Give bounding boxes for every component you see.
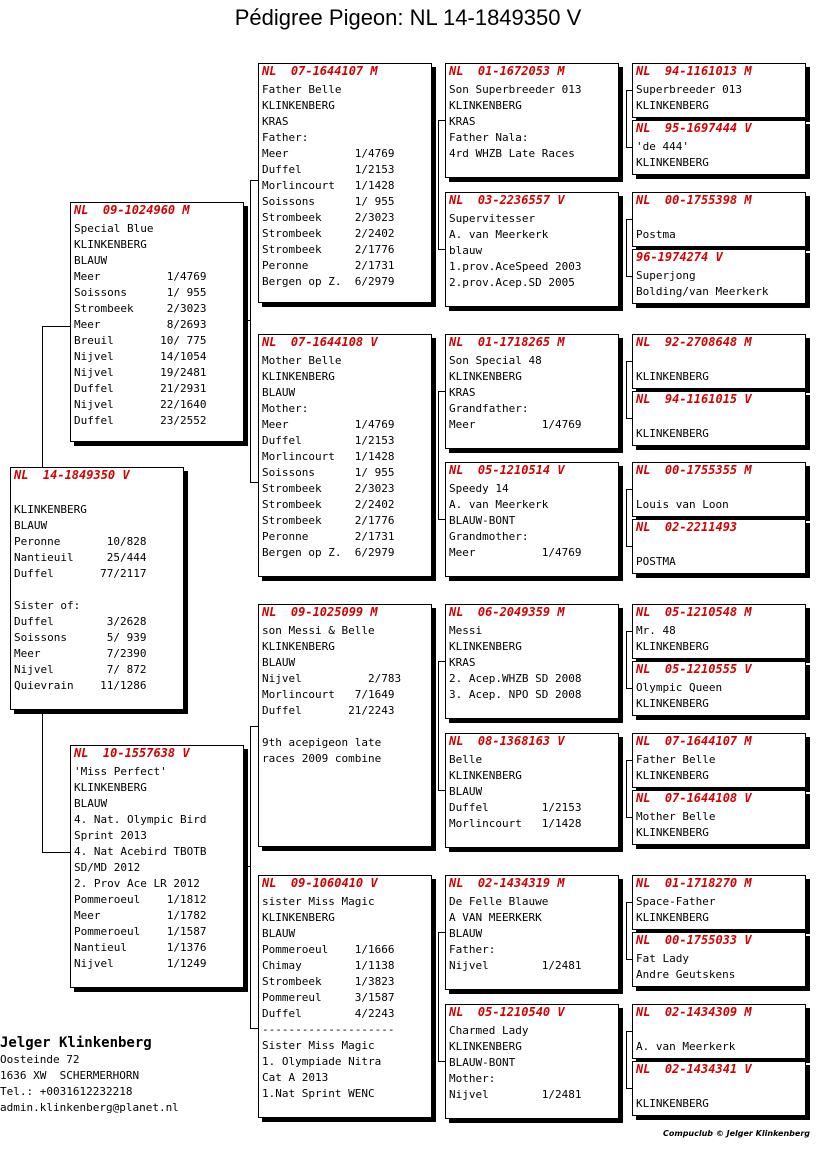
connector-segment — [626, 361, 627, 418]
pigeon-card-g2 — [632, 120, 806, 175]
pigeon-info-line: Mother: — [449, 1072, 496, 1085]
pigeon-info-line: 4rd WHZB Late Races — [449, 147, 575, 160]
pigeon-info-line: KLINKENBERG — [636, 99, 709, 112]
pigeon-info-line: Meer 1/4769 — [449, 418, 582, 431]
connector-segment — [438, 519, 445, 520]
ring-number: NL 05-1210540 V — [449, 1005, 565, 1019]
pigeon-info-line: Nijvel 19/2481 — [74, 366, 207, 379]
pigeon-info-line: Father: — [449, 943, 496, 956]
pigeon-info-line: KRAS — [449, 656, 476, 669]
connector-segment — [626, 90, 627, 147]
ring-number: NL 05-1210555 V — [636, 662, 752, 676]
pigeon-info-line: Strombeek 1/3823 — [262, 975, 395, 988]
pigeon-info-line: Strombeek 2/3023 — [262, 482, 395, 495]
pigeon-card-g5 — [632, 334, 806, 389]
ring-number: NL 00-1755398 M — [636, 193, 752, 207]
pigeon-info-line: BLAUW — [449, 785, 483, 798]
pigeon-info-line: Messi — [449, 624, 483, 637]
pigeon-info-line: Duffel 1/2153 — [262, 163, 395, 176]
pigeon-info-line: Belle — [449, 753, 483, 766]
pigeon-info-line: 4. Nat. Olympic Bird — [74, 813, 207, 826]
pigeon-info-line: KLINKENBERG — [636, 640, 709, 653]
pigeon-info-line: Fat Lady — [636, 952, 689, 965]
pigeon-info-line: KLINKENBERG — [74, 238, 147, 251]
pigeon-info-line: 2. Prov Ace LR 2012 — [74, 877, 200, 890]
pigeon-info-line: Meer 1/4769 — [262, 418, 395, 431]
pigeon-info-line: KLINKENBERG — [636, 826, 709, 839]
pigeon-info-line: son Messi & Belle — [262, 624, 375, 637]
pigeon-info-line: Morlincourt 1/1428 — [262, 179, 395, 192]
pigeon-info-line: Meer 1/4769 — [262, 147, 395, 160]
pigeon-info-line: Bergen op Z. 6/2979 — [262, 546, 395, 559]
pigeon-info-line: Morlincourt 7/1649 — [262, 688, 395, 701]
pigeon-info-line: Sprint 2013 — [74, 829, 147, 842]
pigeon-info-line: KLINKENBERG — [74, 781, 147, 794]
ring-number: NL 02-2211493 — [636, 520, 738, 534]
pigeon-info-line: KLINKENBERG — [449, 99, 522, 112]
ring-number: NL 02-1434309 M — [636, 1005, 752, 1019]
ring-number: NL 94-1161015 V — [636, 392, 752, 406]
pigeon-card-ss-sire — [445, 63, 619, 178]
pigeon-card-dd-sire — [445, 875, 619, 990]
owner-block — [0, 1034, 179, 1116]
pigeon-info-line: Strombeek 2/3023 — [262, 211, 395, 224]
ring-number: NL 09-1024960 M — [74, 203, 190, 217]
pigeon-info-line: Duffel 21/2931 — [74, 382, 207, 395]
ring-number: NL 01-1672053 M — [449, 64, 565, 78]
pigeon-card-g8 — [632, 519, 806, 574]
pigeon-info-line: Sister Miss Magic — [262, 1039, 375, 1052]
pigeon-info-line: Peronne 2/1731 — [262, 530, 395, 543]
connector-segment — [244, 866, 250, 867]
pigeon-info-line: Bolding/van Meerkerk — [636, 285, 769, 298]
pigeon-info-line: Morlincourt 1/1428 — [262, 450, 395, 463]
pigeon-info-line: sister Miss Magic — [262, 895, 375, 908]
connector-segment — [250, 726, 251, 1028]
pigeon-info-line — [636, 481, 802, 497]
pigeon-card-dam-dam — [258, 875, 432, 1118]
pigeon-info-line: Strombeek 2/2402 — [262, 227, 395, 240]
pigeon-info-line: Soissons 1/ 955 — [262, 195, 395, 208]
pigeon-info-line: De Felle Blauwe — [449, 895, 549, 908]
pigeon-info-line: Andre Geutskens — [636, 968, 736, 981]
pigeon-info-line: 1.prov.AceSpeed 2003 — [449, 260, 582, 273]
pigeon-card-ss-dam — [445, 192, 619, 307]
ring-number: NL 14-1849350 V — [14, 468, 130, 482]
pigeon-info-line: Mother Belle — [636, 810, 716, 823]
connector-segment — [244, 320, 250, 321]
owner-phone: Tel.: +0031612232218 — [0, 1085, 133, 1098]
pigeon-info-line: 'de 444' — [636, 140, 689, 153]
pigeon-info-line: Strombeek 2/2402 — [262, 498, 395, 511]
connector-segment — [626, 219, 627, 276]
connector-segment — [250, 1028, 258, 1029]
pigeon-info-line: Son Special 48 — [449, 354, 542, 367]
owner-email[interactable]: admin.klinkenberg@planet.nl — [0, 1101, 179, 1114]
pigeon-info-line: KLINKENBERG — [262, 370, 335, 383]
pigeon-info-line: 1.Nat Sprint WENC — [262, 1087, 375, 1100]
pigeon-card-g12 — [632, 790, 806, 845]
pigeon-info-line: blauw — [449, 244, 483, 257]
connector-segment — [626, 489, 627, 546]
pigeon-info-line — [636, 538, 802, 554]
pigeon-info-line: Soissons 1/ 955 — [262, 466, 395, 479]
ring-number: NL 01-1718270 M — [636, 876, 752, 890]
pigeon-card-g9 — [632, 604, 806, 659]
pigeon-info-line: races 2009 combine — [262, 752, 382, 765]
connector-segment — [250, 180, 251, 482]
pigeon-info-line: Morlincourt 1/1428 — [449, 817, 582, 830]
pigeon-info-line: KLINKENBERG — [262, 640, 335, 653]
ring-number: NL 00-1755033 V — [636, 933, 752, 947]
connector-segment — [438, 932, 439, 1061]
connector-segment — [250, 726, 258, 727]
pigeon-info-line: Mother: — [262, 402, 309, 415]
pigeon-info-line: SD/MD 2012 — [74, 861, 141, 874]
ring-number: NL 10-1557638 V — [74, 746, 190, 760]
page-title: Pédigree Pigeon: NL 14-1849350 V — [234, 5, 582, 30]
pigeon-info-line: Olympic Queen — [636, 681, 723, 694]
pigeon-card-g1 — [632, 63, 806, 118]
pigeon-info-line: Superjong — [636, 269, 696, 282]
pigeon-info-line: Speedy 14 — [449, 482, 509, 495]
ring-number: NL 00-1755355 M — [636, 463, 752, 477]
connector-segment — [438, 661, 445, 662]
ring-number: NL 07-1644107 M — [636, 734, 752, 748]
ring-number: NL 07-1644108 V — [636, 791, 752, 805]
pigeon-info-line: Superbreeder 013 — [636, 83, 742, 96]
pigeon-card-dam — [70, 745, 244, 988]
pigeon-info-line: KRAS — [449, 115, 476, 128]
pigeon-info-line: A. van Meerkerk — [449, 498, 549, 511]
pigeon-info-line: Meer 1/4769 — [74, 270, 207, 283]
pigeon-card-sire-dam — [258, 334, 432, 577]
pigeon-info-line: KLINKENBERG — [636, 1097, 709, 1110]
pigeon-info-line: Sister of: — [14, 599, 81, 612]
pigeon-info-line: KLINKENBERG — [14, 503, 87, 516]
ring-number: NL 02-1434341 V — [636, 1062, 752, 1076]
pigeon-info-line: Father Belle — [636, 753, 716, 766]
ring-number: NL 94-1161013 M — [636, 64, 752, 78]
pigeon-info-line: Duffel 77/2117 — [14, 567, 147, 580]
pigeon-info-line: 2. Acep.WHZB SD 2008 — [449, 672, 582, 685]
pigeon-info-line: Duffel 1/2153 — [449, 801, 582, 814]
pigeon-info-line: Breuil 10/ 775 — [74, 334, 207, 347]
connector-segment — [42, 326, 43, 467]
pigeon-info-line: Grandmother: — [449, 530, 529, 543]
pigeon-info-line — [636, 353, 802, 369]
pigeon-info-line: Father Nala: — [449, 131, 529, 144]
pigeon-info-line: KLINKENBERG — [636, 769, 709, 782]
connector-segment — [626, 631, 627, 688]
pigeon-info-line: Pommeroeul 1/1666 — [262, 943, 395, 956]
pigeon-info-line: Meer 1/4769 — [449, 546, 582, 559]
pigeon-info-line: Charmed Lady — [449, 1024, 529, 1037]
connector-segment — [438, 391, 439, 519]
pigeon-info-line: BLAUW — [262, 927, 296, 940]
ring-number: NL 01-1718265 M — [449, 335, 565, 349]
connector-segment — [42, 710, 43, 852]
pigeon-info-line: Nijvel 1/1249 — [74, 957, 207, 970]
pigeon-card-g7 — [632, 462, 806, 517]
connector-segment — [438, 1061, 445, 1062]
pigeon-card-sire-sire — [258, 63, 432, 303]
connector-segment — [42, 852, 70, 853]
pigeon-info-line: KLINKENBERG — [262, 99, 335, 112]
ring-number: NL 92-2708648 M — [636, 335, 752, 349]
ring-number: NL 95-1697444 V — [636, 121, 752, 135]
pigeon-info-line: Strombeek 2/1776 — [262, 514, 395, 527]
pigeon-info-line: Father Belle — [262, 83, 342, 96]
pigeon-card-g3 — [632, 192, 806, 247]
pigeon-info-line: 3. Acep. NPO SD 2008 — [449, 688, 582, 701]
pigeon-info-line — [636, 211, 802, 227]
pigeon-info-line: Duffel 21/2243 — [262, 704, 395, 717]
pigeon-info-line — [14, 486, 180, 502]
connector-segment — [626, 1031, 627, 1088]
pigeon-info-line: Pommereul 3/1587 — [262, 991, 395, 1004]
pigeon-info-line: Space-Father — [636, 895, 716, 908]
pigeon-info-line: Nantieuil 25/444 — [14, 551, 147, 564]
pigeon-info-line: Strombeek 2/3023 — [74, 302, 207, 315]
pigeon-info-line: KLINKENBERG — [449, 769, 522, 782]
pigeon-info-line — [14, 582, 180, 598]
pigeon-info-line: Supervitesser — [449, 212, 536, 225]
pigeon-info-line: 4. Nat Acebird TBOTB — [74, 845, 207, 858]
pigeon-info-line: Mother Belle — [262, 354, 342, 367]
connector-segment — [438, 932, 445, 933]
pigeon-info-line: Nijvel 14/1054 — [74, 350, 207, 363]
pigeon-info-line: BLAUW — [449, 927, 483, 940]
pigeon-info-line: Nijvel 1/2481 — [449, 959, 582, 972]
connector-segment — [250, 482, 258, 483]
ring-number: NL 02-1434319 M — [449, 876, 565, 890]
pigeon-info-line — [636, 1023, 802, 1039]
pigeon-info-line: KRAS — [262, 115, 289, 128]
pigeon-info-line: Duffel 4/2243 — [262, 1007, 395, 1020]
pigeon-info-line: Peronne 2/1731 — [262, 259, 395, 272]
pigeon-info-line: Cat A 2013 — [262, 1071, 329, 1084]
pigeon-info-line: KLINKENBERG — [449, 1040, 522, 1053]
connector-segment — [438, 120, 439, 249]
pigeon-info-line — [636, 1080, 802, 1096]
ring-number: NL 06-2049359 M — [449, 605, 565, 619]
pigeon-info-line: Duffel 3/2628 — [14, 615, 147, 628]
pigeon-info-line: Pommeroeul 1/1812 — [74, 893, 207, 906]
pigeon-info-line: Bergen op Z. 6/2979 — [262, 275, 395, 288]
pigeon-info-line: Chimay 1/1138 — [262, 959, 395, 972]
pigeon-info-line: -------------------- — [262, 1023, 395, 1036]
ring-number: NL 07-1644108 V — [262, 335, 378, 349]
pigeon-info-line: BLAUW — [74, 254, 108, 267]
pigeon-info-line: KLINKENBERG — [449, 640, 522, 653]
ring-number: NL 03-2236557 V — [449, 193, 565, 207]
connector-segment — [438, 249, 445, 250]
pigeon-info-line: Soissons 1/ 955 — [74, 286, 207, 299]
pigeon-info-line: 1. Olympiade Nitra — [262, 1055, 382, 1068]
pigeon-info-line: BLAUW — [14, 519, 48, 532]
pigeon-info-line: KLINKENBERG — [636, 911, 709, 924]
pigeon-card-subject — [10, 467, 184, 710]
pigeon-info-line: BLAUW-BONT — [449, 514, 516, 527]
connector-segment — [250, 180, 258, 181]
pigeon-card-g6 — [632, 391, 806, 446]
pigeon-info-line: KRAS — [449, 386, 476, 399]
pigeon-card-dam-sire — [258, 604, 432, 847]
pigeon-info-line: BLAUW-BONT — [449, 1056, 516, 1069]
pigeon-info-line: 9th acepigeon late — [262, 736, 382, 749]
pigeon-info-line — [262, 719, 428, 735]
pigeon-info-line: 2.prov.Acep.SD 2005 — [449, 276, 575, 289]
pigeon-info-line: Nijvel 2/783 — [262, 672, 402, 685]
ring-number: 96-1974274 V — [636, 250, 723, 264]
ring-number: NL 09-1060410 V — [262, 876, 378, 890]
credit-footer: Compuclub © Jelger Klinkenberg — [663, 1129, 810, 1138]
pigeon-info-line: KLINKENBERG — [636, 697, 709, 710]
pigeon-card-g15 — [632, 1004, 806, 1059]
pigeon-card-g11 — [632, 733, 806, 788]
pigeon-card-g10 — [632, 661, 806, 716]
pigeon-info-line: POSTMA — [636, 555, 676, 568]
ring-number: NL 07-1644107 M — [262, 64, 378, 78]
connector-segment — [438, 391, 445, 392]
pigeon-info-line: Postma — [636, 228, 676, 241]
connector-segment — [42, 326, 70, 327]
pigeon-info-line: A. van Meerkerk — [449, 228, 549, 241]
owner-postcode-city: 1636 XW SCHERMERHORN — [0, 1069, 140, 1082]
pigeon-info-line: Quievrain 11/1286 — [14, 679, 147, 692]
ring-number: NL 09-1025099 M — [262, 605, 378, 619]
connector-segment — [438, 661, 439, 790]
pigeon-info-line: Nantieul 1/1376 — [74, 941, 207, 954]
pigeon-card-sd-dam — [445, 462, 619, 577]
ring-number: NL 05-1210514 V — [449, 463, 565, 477]
pigeon-card-g13 — [632, 875, 806, 930]
ring-number: NL 05-1210548 M — [636, 605, 752, 619]
pigeon-info-line: 'Miss Perfect' — [74, 765, 167, 778]
pigeon-card-ds-sire — [445, 604, 619, 719]
pigeon-info-line: KLINKENBERG — [449, 370, 522, 383]
pigeon-info-line: KLINKENBERG — [636, 370, 709, 383]
connector-segment — [626, 902, 627, 959]
pigeon-card-sd-sire — [445, 334, 619, 449]
owner-name: Jelger Klinkenberg — [0, 1035, 152, 1051]
pigeon-info-line: Meer 7/2390 — [14, 647, 147, 660]
pigeon-info-line: BLAUW — [262, 656, 296, 669]
connector-segment — [438, 120, 445, 121]
pigeon-info-line — [636, 410, 802, 426]
pigeon-info-line: A. van Meerkerk — [636, 1040, 736, 1053]
pigeon-info-line: Grandfather: — [449, 402, 529, 415]
pigeon-info-line: BLAUW — [74, 797, 108, 810]
pigeon-info-line: Special Blue — [74, 222, 154, 235]
pigeon-info-line: BLAUW — [262, 386, 296, 399]
pigeon-card-sire — [70, 202, 244, 442]
pigeon-info-line: Father: — [262, 131, 309, 144]
pigeon-info-line: KLINKENBERG — [262, 911, 335, 924]
pigeon-info-line: Duffel 1/2153 — [262, 434, 395, 447]
pigeon-info-line: Peronne 10/828 — [14, 535, 147, 548]
pigeon-info-line: Louis van Loon — [636, 498, 729, 511]
pigeon-card-g16 — [632, 1061, 806, 1116]
pigeon-info-line: Nijvel 1/2481 — [449, 1088, 582, 1101]
connector-segment — [626, 760, 627, 817]
pigeon-info-line: Nijvel 7/ 872 — [14, 663, 147, 676]
pigeon-info-line: Strombeek 2/1776 — [262, 243, 395, 256]
pigeon-info-line: Son Superbreeder 013 — [449, 83, 582, 96]
pigeon-card-ds-dam — [445, 733, 619, 848]
pigeon-card-g14 — [632, 932, 806, 987]
pigeon-info-line: Meer 1/1782 — [74, 909, 207, 922]
pigeon-info-line: Soissons 5/ 939 — [14, 631, 147, 644]
pigeon-info-line: Pommeroeul 1/1587 — [74, 925, 207, 938]
pigeon-info-line: Mr. 48 — [636, 624, 676, 637]
connector-segment — [438, 790, 445, 791]
pigeon-card-g4 — [632, 249, 806, 304]
pigeon-info-line: KLINKENBERG — [636, 156, 709, 169]
pigeon-info-line: Nijvel 22/1640 — [74, 398, 207, 411]
pigeon-card-dd-dam — [445, 1004, 619, 1119]
owner-address: Oosteinde 72 — [0, 1053, 80, 1066]
pigeon-info-line: A VAN MEERKERK — [449, 911, 542, 924]
pigeon-info-line: KLINKENBERG — [636, 427, 709, 440]
pigeon-info-line: Meer 8/2693 — [74, 318, 207, 331]
pigeon-info-line: Duffel 23/2552 — [74, 414, 207, 427]
ring-number: NL 08-1368163 V — [449, 734, 565, 748]
